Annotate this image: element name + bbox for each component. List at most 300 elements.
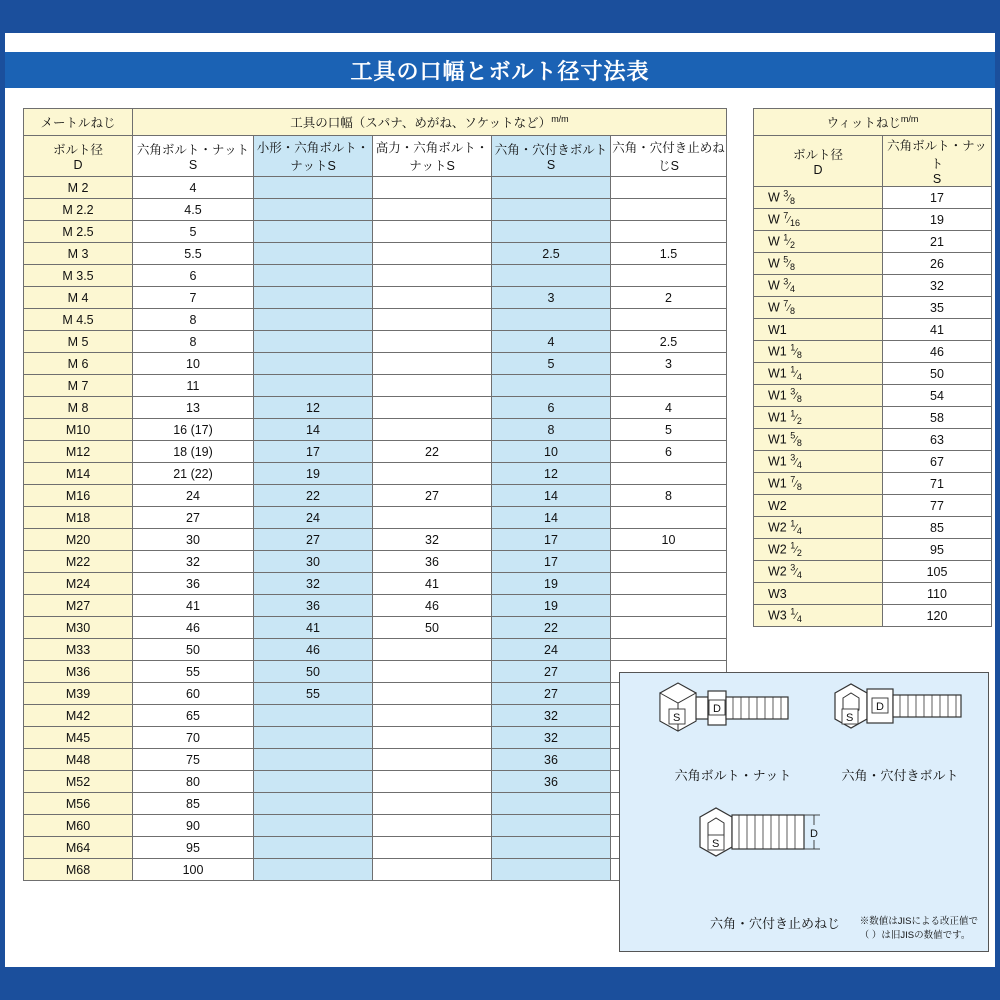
cell-value [254,353,373,375]
svg-text:D: D [713,703,721,715]
jis-note-line1: ※数値はJISによる改正値で [859,916,978,928]
table-row [754,583,992,605]
cell-value [254,331,373,353]
cell-bolt-diameter: W2 $^1⁄_2$ [754,539,883,561]
cell-value: 4 [492,331,611,353]
table-row [754,539,992,561]
cell-value: 2.5 [611,331,727,353]
table-row [24,287,727,309]
cell-value: 1.5 [611,243,727,265]
cell-bolt-diameter: M18 [24,507,133,529]
cell-value [254,859,373,881]
cell-bolt-diameter: M12 [24,441,133,463]
table-row [754,297,992,319]
cell-bolt-diameter: M64 [24,837,133,859]
cell-value: 27 [254,529,373,551]
table-row [754,451,992,473]
cell-value: 110 [883,583,992,605]
cell-value [611,595,727,617]
col-header-hex-line1: 六角ボルト・ナット [136,143,250,157]
cell-value [492,375,611,397]
cell-value [254,793,373,815]
table-row [24,309,727,331]
w-col-header-bolt-diameter [754,136,883,187]
cell-value: 12 [254,397,373,419]
cell-value [611,639,727,661]
table-row [754,231,992,253]
whitworth-table-body [754,187,992,627]
cell-value [373,375,492,397]
cell-value [373,705,492,727]
caption-set-screw: 六角・穴付き止めねじ [709,916,840,931]
cell-value: 46 [883,341,992,363]
table-row [24,463,727,485]
cell-value: 17 [492,551,611,573]
cell-bolt-diameter: W $^3⁄_4$ [754,275,883,297]
cell-bolt-diameter: M 4 [24,287,133,309]
cell-bolt-diameter: M 2 [24,177,133,199]
cell-value: 19 [492,573,611,595]
cell-value: 26 [883,253,992,275]
cell-value [611,177,727,199]
cell-bolt-diameter: W1 $^3⁄_4$ [754,451,883,473]
cell-value: 14 [492,507,611,529]
cell-bolt-diameter: M33 [24,639,133,661]
cell-bolt-diameter: W $^7⁄_8$ [754,297,883,319]
cell-bolt-diameter: M 3 [24,243,133,265]
col-header-socket-line1: 六角・穴付きボルト [494,143,608,157]
cell-value: 30 [133,529,254,551]
table-row [754,385,992,407]
cell-bolt-diameter: W1 $^3⁄_8$ [754,385,883,407]
cell-value: 50 [254,661,373,683]
cell-value: 3 [611,353,727,375]
cell-bolt-diameter: M42 [24,705,133,727]
caption-hex-bolt-nut: 六角ボルト・ナット [674,768,792,783]
table-row [24,441,727,463]
cell-value [373,771,492,793]
table-row [24,375,727,397]
tools-group-text: 工具の口幅（スパナ、めがね、ソケットなど） [290,116,552,130]
cell-value [254,265,373,287]
cell-value: 41 [883,319,992,341]
cell-value: 6 [133,265,254,287]
cell-value: 41 [133,595,254,617]
cell-value [373,265,492,287]
cell-value: 77 [883,495,992,517]
cell-value [254,705,373,727]
cell-bolt-diameter: M16 [24,485,133,507]
tools-unit: m/m [551,113,569,124]
cell-value: 19 [492,595,611,617]
col-header-bolt-diameter-line2: D [73,158,83,172]
cell-bolt-diameter: W1 $^7⁄_8$ [754,473,883,495]
cell-value: 2 [611,287,727,309]
cell-value [611,507,727,529]
metric-column-header-row [24,136,727,177]
page-title: 工具の口幅とボルト径寸法表 [5,52,995,88]
cell-bolt-diameter: M 2.2 [24,199,133,221]
table-row [24,485,727,507]
cell-value: 58 [883,407,992,429]
col-header-high-strength-hex: 高力・六角ボルト・ナットS [373,136,492,177]
cell-bolt-diameter: M48 [24,749,133,771]
cell-value: 90 [133,815,254,837]
table-row [24,595,727,617]
cell-value [611,375,727,397]
cell-value: 105 [883,561,992,583]
table-row [24,243,727,265]
cell-value [254,375,373,397]
cell-value [373,199,492,221]
table-row [24,177,727,199]
cell-value [611,551,727,573]
cell-value: 63 [883,429,992,451]
table-row [754,517,992,539]
whitworth-unit: m/m [900,113,919,124]
table-row [754,187,992,209]
svg-text:D: D [810,828,818,840]
cell-value [373,177,492,199]
cell-value [373,815,492,837]
cell-value [373,507,492,529]
svg-text:S: S [712,838,720,850]
cell-value: 18 (19) [133,441,254,463]
bottom-decorative-bar [5,967,995,1000]
cell-value: 4.5 [133,199,254,221]
cell-value: 27 [133,507,254,529]
cell-bolt-diameter: W $^3⁄_8$ [754,187,883,209]
cell-value: 54 [883,385,992,407]
cell-value: 71 [883,473,992,495]
table-row [24,353,727,375]
cell-value [254,749,373,771]
cell-value: 24 [492,639,611,661]
cell-value [373,287,492,309]
svg-text:D: D [876,701,884,713]
cell-value: 41 [254,617,373,639]
tools-group-label [133,109,727,136]
cell-value: 21 [883,231,992,253]
cell-bolt-diameter: W1 $^1⁄_2$ [754,407,883,429]
cell-value [373,221,492,243]
table-row [754,209,992,231]
cell-bolt-diameter: M36 [24,661,133,683]
jis-note [860,915,978,943]
cell-value: 8 [133,331,254,353]
cell-bolt-diameter: W $^5⁄_8$ [754,253,883,275]
cell-value [492,309,611,331]
cell-bolt-diameter: M 4.5 [24,309,133,331]
cell-bolt-diameter: W3 [754,583,883,605]
cell-value [373,243,492,265]
whitworth-group-label [754,109,992,136]
cell-value: 41 [373,573,492,595]
table-row [24,331,727,353]
whitworth-column-header-row [754,136,992,187]
metric-group-header-row [24,109,727,136]
col-header-socket-bolt [492,136,611,177]
cell-value: 60 [133,683,254,705]
cell-value: 32 [883,275,992,297]
cell-value: 5.5 [133,243,254,265]
cell-value: 7 [133,287,254,309]
cell-value: 120 [883,605,992,627]
cell-value [611,265,727,287]
w-col-header-line2: D [813,163,823,177]
table-row [754,341,992,363]
col-header-hex-bolt-nut [133,136,254,177]
cell-value [254,287,373,309]
cell-value [492,199,611,221]
cell-bolt-diameter: M27 [24,595,133,617]
cell-value: 27 [492,683,611,705]
cell-bolt-diameter: M24 [24,573,133,595]
cell-value: 12 [492,463,611,485]
cell-value [254,837,373,859]
cell-value: 19 [883,209,992,231]
cell-value [611,617,727,639]
cell-bolt-diameter: W2 $^1⁄_4$ [754,517,883,539]
cell-value: 10 [133,353,254,375]
cell-bolt-diameter: W1 $^1⁄_8$ [754,341,883,363]
cell-value: 5 [133,221,254,243]
cell-value: 22 [373,441,492,463]
table-row [24,573,727,595]
cell-value: 85 [883,517,992,539]
cell-value: 16 (17) [133,419,254,441]
cell-bolt-diameter: M52 [24,771,133,793]
cell-bolt-diameter: M14 [24,463,133,485]
cell-value [254,309,373,331]
svg-text:S: S [846,712,854,724]
cell-value: 100 [133,859,254,881]
cell-value: 75 [133,749,254,771]
table-row [24,221,727,243]
whitworth-screw-table [753,108,992,627]
cell-bolt-diameter: M22 [24,551,133,573]
table-row [754,407,992,429]
cell-value: 22 [492,617,611,639]
cell-value: 2.5 [492,243,611,265]
cell-bolt-diameter: M 7 [24,375,133,397]
svg-text:S: S [673,712,681,724]
cell-bolt-diameter: W3 $^1⁄_4$ [754,605,883,627]
cell-value [373,353,492,375]
cell-value: 36 [492,771,611,793]
cell-value [254,199,373,221]
cell-value [254,727,373,749]
cell-value: 32 [133,551,254,573]
cell-bolt-diameter: M 6 [24,353,133,375]
cell-value [492,837,611,859]
cell-value [611,221,727,243]
cell-value: 3 [492,287,611,309]
cell-value: 36 [254,595,373,617]
col-header-bolt-diameter [24,136,133,177]
cell-value: 27 [492,661,611,683]
cell-value: 32 [492,705,611,727]
diagram-panel [619,672,989,952]
socket-head-bolt-illustration [825,681,975,761]
cell-value: 30 [254,551,373,573]
table-row [754,429,992,451]
cell-value: 50 [133,639,254,661]
cell-value: 46 [133,617,254,639]
cell-value: 36 [373,551,492,573]
cell-value: 70 [133,727,254,749]
w-col-header-hex-line2: S [932,172,942,186]
cell-value: 32 [254,573,373,595]
cell-value: 13 [133,397,254,419]
whitworth-group-text: ウィットねじ [826,116,901,130]
cell-value [373,859,492,881]
caption-socket-bolt: 六角・穴付きボルト [841,768,959,783]
col-header-small-hex: 小形・六角ボルト・ナットS [254,136,373,177]
cell-value [611,199,727,221]
hex-bolt-nut-illustration [638,681,828,761]
cell-bolt-diameter: M 2.5 [24,221,133,243]
cell-value: 32 [373,529,492,551]
col-header-hex-line2: S [188,158,198,172]
table-row [754,561,992,583]
table-row [754,363,992,385]
cell-value [373,727,492,749]
cell-value [373,331,492,353]
cell-value [492,221,611,243]
table-row [24,265,727,287]
cell-value: 4 [611,397,727,419]
cell-value [254,221,373,243]
cell-value [373,749,492,771]
cell-value: 36 [492,749,611,771]
cell-value: 50 [883,363,992,385]
cell-value: 8 [611,485,727,507]
cell-bolt-diameter: W $^1⁄_2$ [754,231,883,253]
cell-value: 27 [373,485,492,507]
table-row [754,275,992,297]
cell-value [254,243,373,265]
cell-value [611,309,727,331]
cell-bolt-diameter: M56 [24,793,133,815]
cell-value: 36 [133,573,254,595]
cell-value: 14 [492,485,611,507]
cell-bolt-diameter: W1 [754,319,883,341]
w-col-header-line1: ボルト径 [792,148,843,162]
cell-value: 17 [883,187,992,209]
cell-value [373,309,492,331]
cell-value [611,463,727,485]
cell-bolt-diameter: M 8 [24,397,133,419]
table-row [24,199,727,221]
cell-value: 46 [373,595,492,617]
cell-value [373,837,492,859]
cell-bolt-diameter: M10 [24,419,133,441]
cell-value [492,265,611,287]
metric-group-label: メートルねじ [24,109,133,136]
cell-value: 6 [611,441,727,463]
cell-value: 95 [133,837,254,859]
cell-value: 46 [254,639,373,661]
cell-bolt-diameter: W1 $^5⁄_8$ [754,429,883,451]
col-header-socket-line2: S [546,158,556,172]
hex-socket-set-screw-illustration [680,803,870,889]
cell-value: 8 [133,309,254,331]
cell-value [611,573,727,595]
cell-value: 67 [883,451,992,473]
cell-value [492,859,611,881]
cell-bolt-diameter: M 3.5 [24,265,133,287]
cell-bolt-diameter: W $^7⁄_{16}$ [754,209,883,231]
cell-value: 55 [133,661,254,683]
table-row [24,551,727,573]
table-row [24,397,727,419]
table-row [754,495,992,517]
cell-value: 4 [133,177,254,199]
cell-bolt-diameter: W1 $^1⁄_4$ [754,363,883,385]
cell-value [492,177,611,199]
cell-value: 8 [492,419,611,441]
cell-value [254,177,373,199]
table-row [24,507,727,529]
col-header-set-screw: 六角・穴付き止めねじS [611,136,727,177]
table-row [754,319,992,341]
cell-value [254,771,373,793]
cell-value: 85 [133,793,254,815]
w-col-header-hex-bolt-nut [883,136,992,187]
cell-bolt-diameter: M 5 [24,331,133,353]
cell-value: 22 [254,485,373,507]
cell-value [373,683,492,705]
whitworth-group-header-row [754,109,992,136]
cell-value [373,397,492,419]
cell-bolt-diameter: W2 $^3⁄_4$ [754,561,883,583]
cell-value: 24 [133,485,254,507]
table-row [24,419,727,441]
table-row [754,253,992,275]
cell-value: 32 [492,727,611,749]
cell-value: 80 [133,771,254,793]
cell-value: 55 [254,683,373,705]
cell-value [254,815,373,837]
w-col-header-hex-line1: 六角ボルト・ナット [887,139,987,171]
cell-value: 95 [883,539,992,561]
cell-value: 21 (22) [133,463,254,485]
cell-value [492,793,611,815]
cell-value [373,463,492,485]
cell-bolt-diameter: M60 [24,815,133,837]
cell-value: 35 [883,297,992,319]
cell-value: 6 [492,397,611,419]
table-row [24,529,727,551]
table-row [24,639,727,661]
cell-value [373,419,492,441]
table-row [754,605,992,627]
cell-value: 5 [611,419,727,441]
jis-note-line2: （ ）は旧JISの数値です。 [859,930,971,942]
table-row [24,617,727,639]
top-decorative-bar [5,0,995,33]
cell-value [373,639,492,661]
cell-bolt-diameter: M30 [24,617,133,639]
cell-value [492,815,611,837]
cell-value: 10 [492,441,611,463]
cell-bolt-diameter: M45 [24,727,133,749]
cell-value: 50 [373,617,492,639]
cell-value: 10 [611,529,727,551]
table-row [754,473,992,495]
cell-value: 17 [492,529,611,551]
